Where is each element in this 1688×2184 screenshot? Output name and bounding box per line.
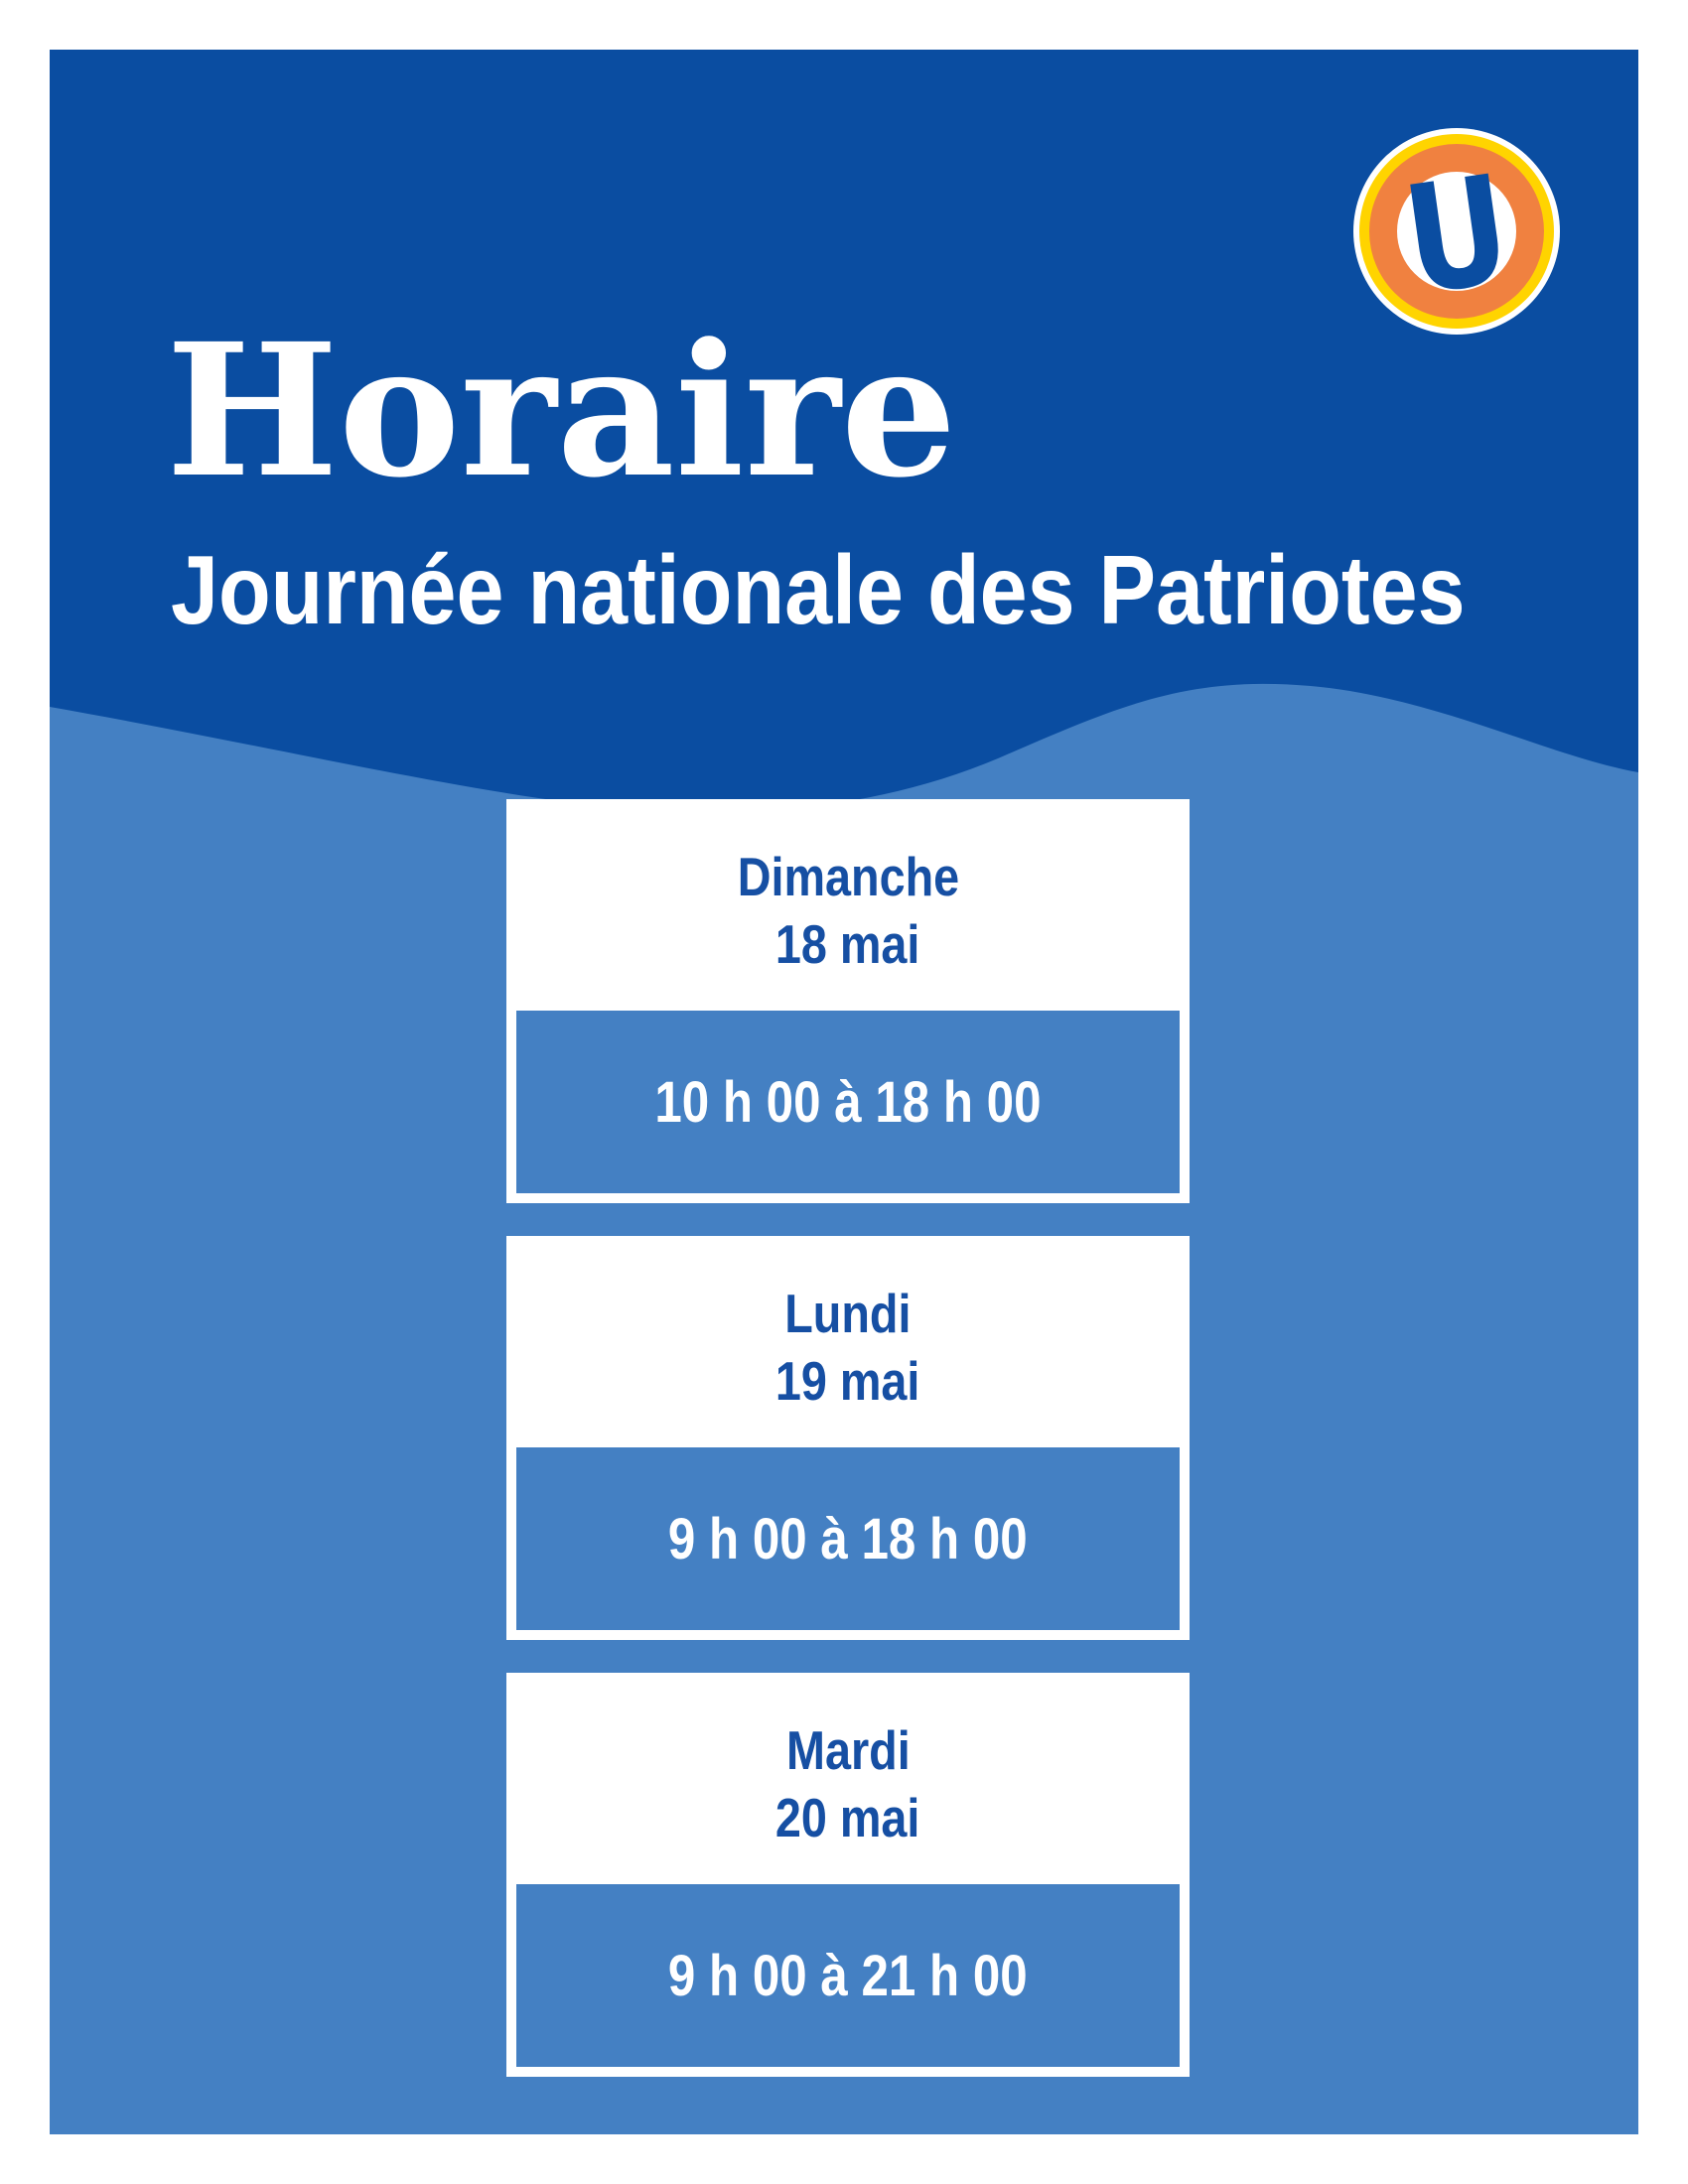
day-label: Lundi — [784, 1282, 912, 1344]
poster-content — [50, 50, 1638, 2134]
day-label: Mardi — [785, 1718, 911, 1781]
hours-label: 9 h 00 à 21 h 00 — [668, 1943, 1028, 2008]
card-hours-band — [516, 1884, 1180, 2067]
schedule-card-mardi — [506, 1673, 1190, 2077]
date-label: 18 mai — [775, 912, 920, 975]
u-brand-logo — [1352, 127, 1561, 336]
card-hours-band — [516, 1011, 1180, 1193]
page-subtitle: Journée nationale des Patriotes — [171, 535, 1466, 644]
card-day-section — [516, 1683, 1180, 1884]
schedule-card-lundi — [506, 1236, 1190, 1640]
schedule-card-dimanche — [506, 799, 1190, 1203]
u-logo-icon — [1352, 127, 1561, 336]
date-label: 20 mai — [775, 1786, 920, 1848]
card-day-section — [516, 809, 1180, 1011]
page-title: Horaire — [166, 304, 957, 518]
card-day-section — [516, 1246, 1180, 1447]
logo-letter: U — [1394, 142, 1520, 329]
day-label: Dimanche — [737, 845, 959, 907]
hours-label: 10 h 00 à 18 h 00 — [654, 1069, 1042, 1135]
hours-label: 9 h 00 à 18 h 00 — [668, 1506, 1028, 1571]
card-hours-band — [516, 1447, 1180, 1630]
date-label: 19 mai — [775, 1349, 920, 1412]
